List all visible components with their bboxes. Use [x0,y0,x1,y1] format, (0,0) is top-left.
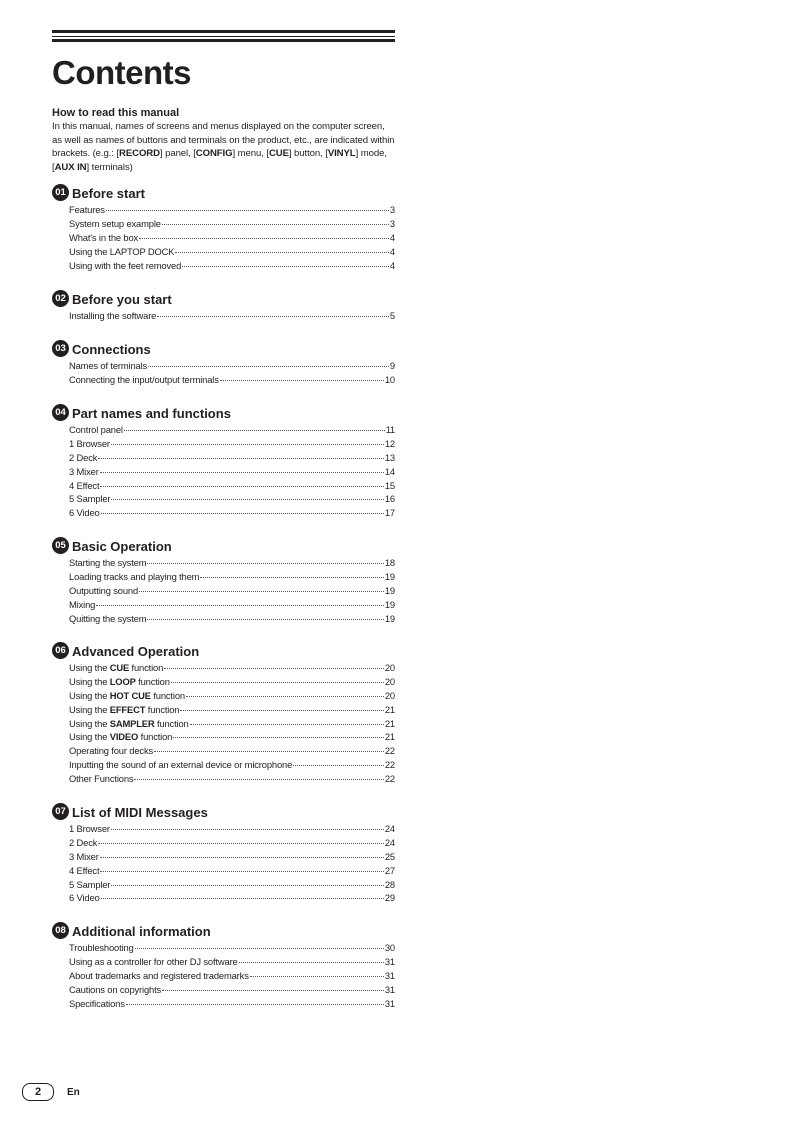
entry-title: System setup example [69,217,161,229]
toc-section-05 [52,535,395,625]
toc-section-01 [52,182,395,272]
entry-page-number: 27 [384,864,395,876]
toc-entry[interactable] [69,259,395,273]
dot-leader [101,513,384,514]
toc-entry[interactable] [69,359,395,373]
entry-page-number: 11 [385,424,395,435]
toc-entry[interactable] [69,744,395,758]
toc-section-03 [52,338,395,387]
entry-title: What's in the box [69,231,139,243]
toc-entry[interactable] [69,661,395,675]
section-title: Advanced Operation [72,644,200,659]
entry-page-number: 31 [384,997,395,1009]
toc-section-06 [52,640,395,786]
entry-page-number: 22 [384,759,395,771]
entry-title: Troubleshooting [69,942,134,953]
dot-leader [124,430,385,431]
entry-page-number: 19 [384,612,395,624]
dot-leader [175,252,389,253]
toc-entry[interactable] [69,878,395,892]
dot-leader [164,668,384,669]
page-title: Contents [52,54,191,91]
entry-page-number: 19 [384,598,395,610]
entry-page-number: 31 [384,955,395,967]
entry-title: Inputting the sound of an external device or microphone [69,759,293,771]
entry-page-number: 22 [384,745,395,757]
dot-leader [180,710,383,711]
entry-page-number: 15 [384,479,395,491]
entry-title: 6 Video [69,507,100,519]
entry-title: Operating four decks [69,745,154,757]
dot-leader [200,577,384,578]
toc-entry[interactable] [69,864,395,878]
entry-title: Cautions on copyrights [69,983,162,995]
toc-entry[interactable] [69,437,395,451]
dot-leader [139,238,389,239]
toc-entry[interactable] [69,492,395,506]
section-number-badge: 06 [52,642,69,659]
entry-page-number: 16 [384,493,395,505]
dot-leader [162,990,384,991]
toc-entry[interactable] [69,758,395,772]
entry-page-number: 4 [389,245,395,257]
language-code: En [67,1086,80,1098]
entry-title: 4 Effect [69,479,100,491]
toc-entry[interactable] [69,584,395,598]
toc-entry[interactable] [69,479,395,493]
page-number: 2 [22,1083,54,1101]
entry-title: 6 Video [69,892,100,904]
title-rules [52,30,395,44]
entry-page-number: 20 [384,689,395,701]
entry-title: Using as a controller for other DJ software [69,955,238,967]
entry-title: 3 Mixer [69,465,99,477]
entry-page-number: 24 [384,823,395,834]
entry-title: About trademarks and registered trademarks [69,969,249,981]
entry-page-number: 31 [384,983,395,995]
toc-entry[interactable] [69,689,395,703]
entry-page-number: 28 [384,878,395,890]
entry-title: Other Functions [69,773,134,785]
entry-title: Using the SAMPLER function [69,717,189,729]
entry-title: 2 Deck [69,451,98,463]
entry-title: 2 Deck [69,836,98,848]
entry-page-number: 18 [384,557,395,568]
entry-page-number: 24 [384,836,395,848]
entry-page-number: 19 [384,570,395,582]
dot-leader [134,779,383,780]
toc-section-07 [52,801,395,905]
section-title: Before you start [72,292,172,307]
entry-title: Starting the system [69,557,147,568]
entry-title: Quitting the system [69,612,147,624]
entry-title: Connecting the input/output terminals [69,373,219,385]
entry-page-number: 20 [384,662,395,673]
toc-entry[interactable] [69,612,395,626]
toc-entry[interactable] [69,451,395,465]
page-footer [22,1083,80,1101]
toc-entry[interactable] [69,730,395,744]
entry-title: Using the HOT CUE function [69,689,185,701]
section-number-badge: 04 [52,404,69,421]
dot-leader [147,563,383,564]
dot-leader [111,444,384,445]
dot-leader [239,962,384,963]
entry-title: 1 Browser [69,437,110,449]
section-title: Additional information [72,924,211,939]
section-heading[interactable] [52,640,395,660]
toc-entry[interactable] [69,231,395,245]
toc-entry[interactable] [69,850,395,864]
intro-heading: How to read this manual [52,107,180,119]
entry-page-number: 17 [384,507,395,519]
section-number-badge: 02 [52,290,69,307]
section-title: Part names and functions [72,406,231,421]
entry-title: 5 Sampler [69,493,111,505]
entry-page-number: 9 [389,360,395,371]
entry-page-number: 21 [384,717,395,729]
entry-page-number: 12 [384,437,395,449]
entry-page-number: 5 [389,310,395,321]
toc-entry[interactable] [69,309,395,323]
section-number-badge: 05 [52,537,69,554]
toc-entry[interactable] [69,556,395,570]
toc-entry[interactable] [69,997,395,1011]
entry-page-number: 4 [389,231,395,243]
entry-title: 4 Effect [69,864,100,876]
entry-title: Loading tracks and playing them [69,570,200,582]
entry-title: Names of terminals [69,360,148,371]
entry-title: Using the LAPTOP DOCK [69,245,175,257]
entry-page-number: 25 [384,850,395,862]
entry-page-number: 3 [389,217,395,229]
section-heading[interactable] [52,402,395,422]
toc-entry[interactable] [69,772,395,786]
entry-page-number: 13 [384,451,395,463]
section-number-badge: 03 [52,340,69,357]
dot-leader [190,724,384,725]
entry-title: Using the LOOP function [69,675,170,687]
dot-leader [147,619,383,620]
entry-page-number: 30 [384,942,395,953]
dot-leader [148,366,389,367]
toc-entry[interactable] [69,891,395,905]
toc-entry[interactable] [69,822,395,836]
entry-page-number: 3 [389,204,395,215]
section-heading[interactable] [52,288,395,308]
entry-title: Features [69,204,105,215]
dot-leader [250,976,384,977]
section-heading[interactable] [52,535,395,555]
dot-leader [171,682,384,683]
entry-page-number: 29 [384,892,395,904]
dot-leader [154,751,384,752]
dot-leader [111,829,384,830]
section-title: List of MIDI Messages [72,805,208,820]
toc-entry[interactable] [69,598,395,612]
dot-leader [293,765,384,766]
toc-section-08 [52,920,395,1010]
dot-leader [157,316,389,317]
toc-entry[interactable] [69,675,395,689]
toc-entry[interactable] [69,465,395,479]
dot-leader [186,696,384,697]
dot-leader [220,380,384,381]
dot-leader [111,499,383,500]
toc-entry[interactable] [69,717,395,731]
dot-leader [182,266,389,267]
entry-title: Specifications [69,997,125,1009]
entry-title: Installing the software [69,310,157,321]
entry-title: Using the EFFECT function [69,703,180,715]
toc-section-02 [52,288,395,323]
dot-leader [98,458,384,459]
toc-entry[interactable] [69,955,395,969]
entry-page-number: 20 [384,675,395,687]
toc-entry[interactable] [69,423,395,437]
dot-leader [100,871,383,872]
entry-title: Using the VIDEO function [69,731,173,743]
section-title: Before start [72,186,145,201]
toc-section-04 [52,402,395,520]
entry-page-number: 31 [384,969,395,981]
header-block [52,30,395,174]
dot-leader [173,737,384,738]
section-heading[interactable] [52,338,395,358]
entry-title: Using the CUE function [69,662,164,673]
entry-title: Mixing [69,598,96,610]
dot-leader [111,885,383,886]
toc-entry[interactable] [69,373,395,387]
dot-leader [100,472,384,473]
entry-title: Control panel [69,424,123,435]
toc-entry[interactable] [69,203,395,217]
section-number-badge: 01 [52,184,69,201]
dot-leader [101,898,384,899]
entry-page-number: 19 [384,584,395,596]
section-number-badge: 08 [52,922,69,939]
toc-entry[interactable] [69,217,395,231]
section-heading[interactable] [52,182,395,202]
entry-title: 1 Browser [69,823,110,834]
dot-leader [135,948,384,949]
toc-entry[interactable] [69,703,395,717]
entry-title: 3 Mixer [69,850,99,862]
toc-entry[interactable] [69,570,395,584]
entry-page-number: 14 [384,465,395,477]
section-heading[interactable] [52,801,395,821]
entry-title: 5 Sampler [69,878,111,890]
toc-entry[interactable] [69,983,395,997]
entry-page-number: 21 [384,703,395,715]
intro-text: In this manual, names of screens and menus displayed on the computer screen, as well as names of buttons and terminals on the product, etc., are indicated within brackets. (e.g.: [RECORD] panel, [CONFIG] menu, [CUE] button, [VINYL] mode, [AUX IN] terminals) [52,121,395,173]
dot-leader [98,843,384,844]
section-number-badge: 07 [52,803,69,820]
toc-entry[interactable] [69,941,395,955]
dot-leader [139,591,384,592]
dot-leader [126,1004,384,1005]
entry-title: Outputting sound [69,584,139,596]
dot-leader [96,605,384,606]
entry-page-number: 4 [389,259,395,271]
section-title: Basic Operation [72,539,172,554]
entry-page-number: 10 [384,373,395,385]
toc-entry[interactable] [69,245,395,259]
entry-page-number: 21 [384,731,395,743]
dot-leader [106,210,389,211]
toc-entry[interactable] [69,506,395,520]
toc-entry[interactable] [69,836,395,850]
toc-entry[interactable] [69,969,395,983]
dot-leader [100,486,383,487]
dot-leader [162,224,389,225]
section-title: Connections [72,342,151,357]
entry-title: Using with the feet removed [69,259,182,271]
entry-page-number: 22 [384,773,395,785]
section-heading[interactable] [52,920,395,940]
dot-leader [100,857,384,858]
